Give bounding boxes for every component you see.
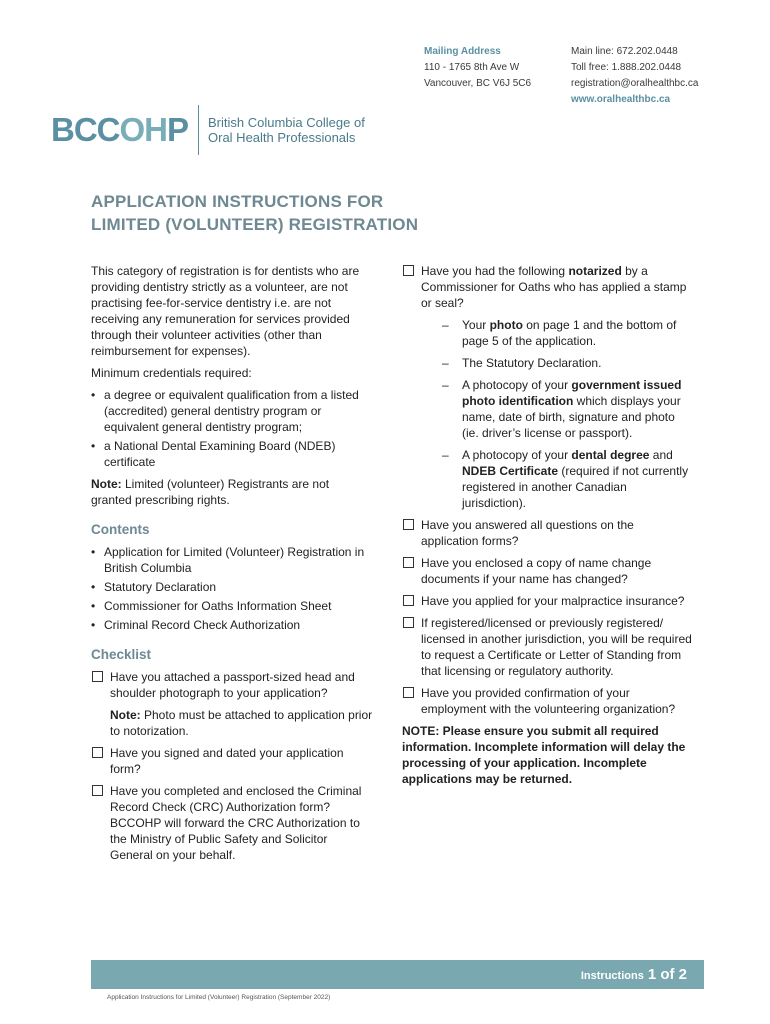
checklist-text: Have you enclosed a copy of name change documents if your name has changed? xyxy=(421,556,652,586)
page-number: 1 of 2 xyxy=(647,966,687,983)
checklist-item-questions xyxy=(402,517,692,549)
address-line-1: 110 - 1765 8th Ave W xyxy=(424,62,520,73)
logo-divider xyxy=(198,105,199,155)
note-label: Note: xyxy=(110,708,141,722)
tollfree-phone: Toll free: 1.888.202.0448 xyxy=(571,62,682,73)
checklist-text: Have you applied for your malpractice insurance? xyxy=(421,594,685,608)
checklist-item-notarized xyxy=(402,263,692,311)
logo-mark-c: P xyxy=(167,111,189,148)
note-text: Photo must be attached to application prior to notorization. xyxy=(110,708,373,738)
footer-fine-print: Application Instructions for Limited (Volunteer) Registration (September 2022) xyxy=(107,994,331,1001)
note-label: Note: xyxy=(91,477,122,491)
checklist-item-employment xyxy=(402,685,692,717)
contact-email: registration@oralhealthbc.ca xyxy=(571,78,699,89)
credential-item: • a degree or equivalent qualification from a listed (accredited) general dentistry program or equivalent general dentistry program; xyxy=(91,387,373,435)
text-run-bold: government issued photo identification xyxy=(462,378,682,408)
text-run: A photocopy of your xyxy=(462,378,572,392)
text-run-bold: NDEB Certificate xyxy=(462,464,559,478)
bccohp-logo xyxy=(51,104,365,156)
text-run: and xyxy=(649,448,673,462)
page-indicator xyxy=(581,966,687,984)
checkbox[interactable] xyxy=(403,617,414,628)
contents-list xyxy=(91,544,373,633)
credential-item: • a National Dental Examining Board (NDEB) certificate xyxy=(91,438,373,470)
contents-item: • Statutory Declaration xyxy=(91,579,373,595)
document-item: – The Statutory Declaration. xyxy=(442,355,692,371)
text-run: by a Commissioner for Oaths who has applied a stamp or seal? xyxy=(421,264,687,310)
note-text: Limited (volunteer) Registrants are not granted prescribing rights. xyxy=(91,477,330,507)
address-line-2: Vancouver, BC V6J 5C6 xyxy=(424,78,532,89)
checklist-text: If registered/licensed or previously registered/ licensed in another jurisdiction, you will be required to request a Certificate or Letter of Standing from that licensing or regulatory authority. xyxy=(421,616,692,678)
text-run: which displays your name, date of birth, signature and photo (ie. driver’s license or passport). xyxy=(462,394,681,440)
document-item xyxy=(442,377,692,441)
photo-note xyxy=(91,707,373,739)
logo-mark xyxy=(51,111,188,149)
text-run: Have you had the following xyxy=(421,264,569,278)
page-title xyxy=(91,190,471,236)
text-run-bold: photo xyxy=(489,318,523,332)
right-column xyxy=(402,263,692,793)
left-column xyxy=(91,263,373,869)
checklist-text: Have you provided confirmation of your employment with the volunteering organization? xyxy=(421,686,676,716)
checklist-item-photo xyxy=(91,669,373,701)
minimum-credentials-label: Minimum credentials required: xyxy=(91,366,252,380)
checkbox[interactable] xyxy=(92,671,103,682)
notarized-documents-list xyxy=(402,317,692,511)
checklist-item-malpractice xyxy=(402,593,692,609)
text-run: on page 1 and the bottom of page 5 of the application. xyxy=(462,318,677,348)
checkbox[interactable] xyxy=(403,265,414,276)
checkbox[interactable] xyxy=(403,595,414,606)
checkbox[interactable] xyxy=(403,519,414,530)
final-note: NOTE: Please ensure you submit all required information. Incomplete information will delay the processing of your application. Incomplete applications may be returned. xyxy=(402,724,686,786)
mailing-address-label: Mailing Address xyxy=(424,46,501,57)
text-run: A photocopy of your xyxy=(462,448,572,462)
checklist-heading: Checklist xyxy=(91,647,152,662)
logo-mark-b: OH xyxy=(119,111,167,148)
checklist-item-standing xyxy=(402,615,692,679)
text-run-bold: notarized xyxy=(568,264,622,278)
page-title-line-1: APPLICATION INSTRUCTIONS FOR xyxy=(91,192,384,211)
contents-item: • Application for Limited (Volunteer) Registration in British Columbia xyxy=(91,544,373,576)
text-run: (required if not currently registered in another Canadian jurisdiction). xyxy=(462,464,689,510)
contents-item: • Criminal Record Check Authorization xyxy=(91,617,373,633)
footer-section-label: Instructions xyxy=(580,970,644,982)
website-link[interactable]: www.oralhealthbc.ca xyxy=(571,94,671,105)
logo-mark-a: BCC xyxy=(51,111,120,148)
checklist-text xyxy=(421,264,686,310)
contents-item: • Commissioner for Oaths Information Sheet xyxy=(91,598,373,614)
checklist-item-crc xyxy=(91,783,373,863)
logo-text-line-1: British Columbia College of xyxy=(208,115,365,130)
checklist-text: Have you attached a passport-sized head and shoulder photograph to your application? xyxy=(110,670,355,700)
checklist-text: Have you signed and dated your application form? xyxy=(110,746,344,776)
checkbox[interactable] xyxy=(92,747,103,758)
document-item xyxy=(442,317,692,349)
footer-bar xyxy=(91,960,704,989)
document-item xyxy=(442,447,692,511)
main-phone: Main line: 672.202.0448 xyxy=(571,46,678,57)
checklist-item-signed xyxy=(91,745,373,777)
logo-text-line-2: Oral Health Professionals xyxy=(208,130,356,145)
checkbox[interactable] xyxy=(92,785,103,796)
checkbox[interactable] xyxy=(403,687,414,698)
text-run: Your xyxy=(462,318,490,332)
checklist-text: Have you completed and enclosed the Criminal Record Check (CRC) Authorization form? BCCOHP will forward the CRC Authorization to the Ministry of Public Safety and Solicitor General on your behalf. xyxy=(110,784,362,862)
page-title-line-2: LIMITED (VOLUNTEER) REGISTRATION xyxy=(91,215,419,234)
checkbox[interactable] xyxy=(403,557,414,568)
prescribing-note xyxy=(91,476,373,508)
intro-paragraph: This category of registration is for dentists who are providing dentistry strictly as a volunteer, are not practising fee-for-service dentistry i.e. are not receiving any remuneration for services provided through their volunteer activities (other than reimbursement for expenses). xyxy=(91,264,360,358)
contact-info xyxy=(571,44,698,108)
checklist-item-name-change xyxy=(402,555,692,587)
mailing-address xyxy=(424,44,531,92)
credentials-list xyxy=(91,387,373,470)
text-run-bold: dental degree xyxy=(571,448,650,462)
logo-text xyxy=(208,115,365,145)
checklist-text: Have you answered all questions on the application forms? xyxy=(421,518,634,548)
contents-heading: Contents xyxy=(91,522,150,537)
